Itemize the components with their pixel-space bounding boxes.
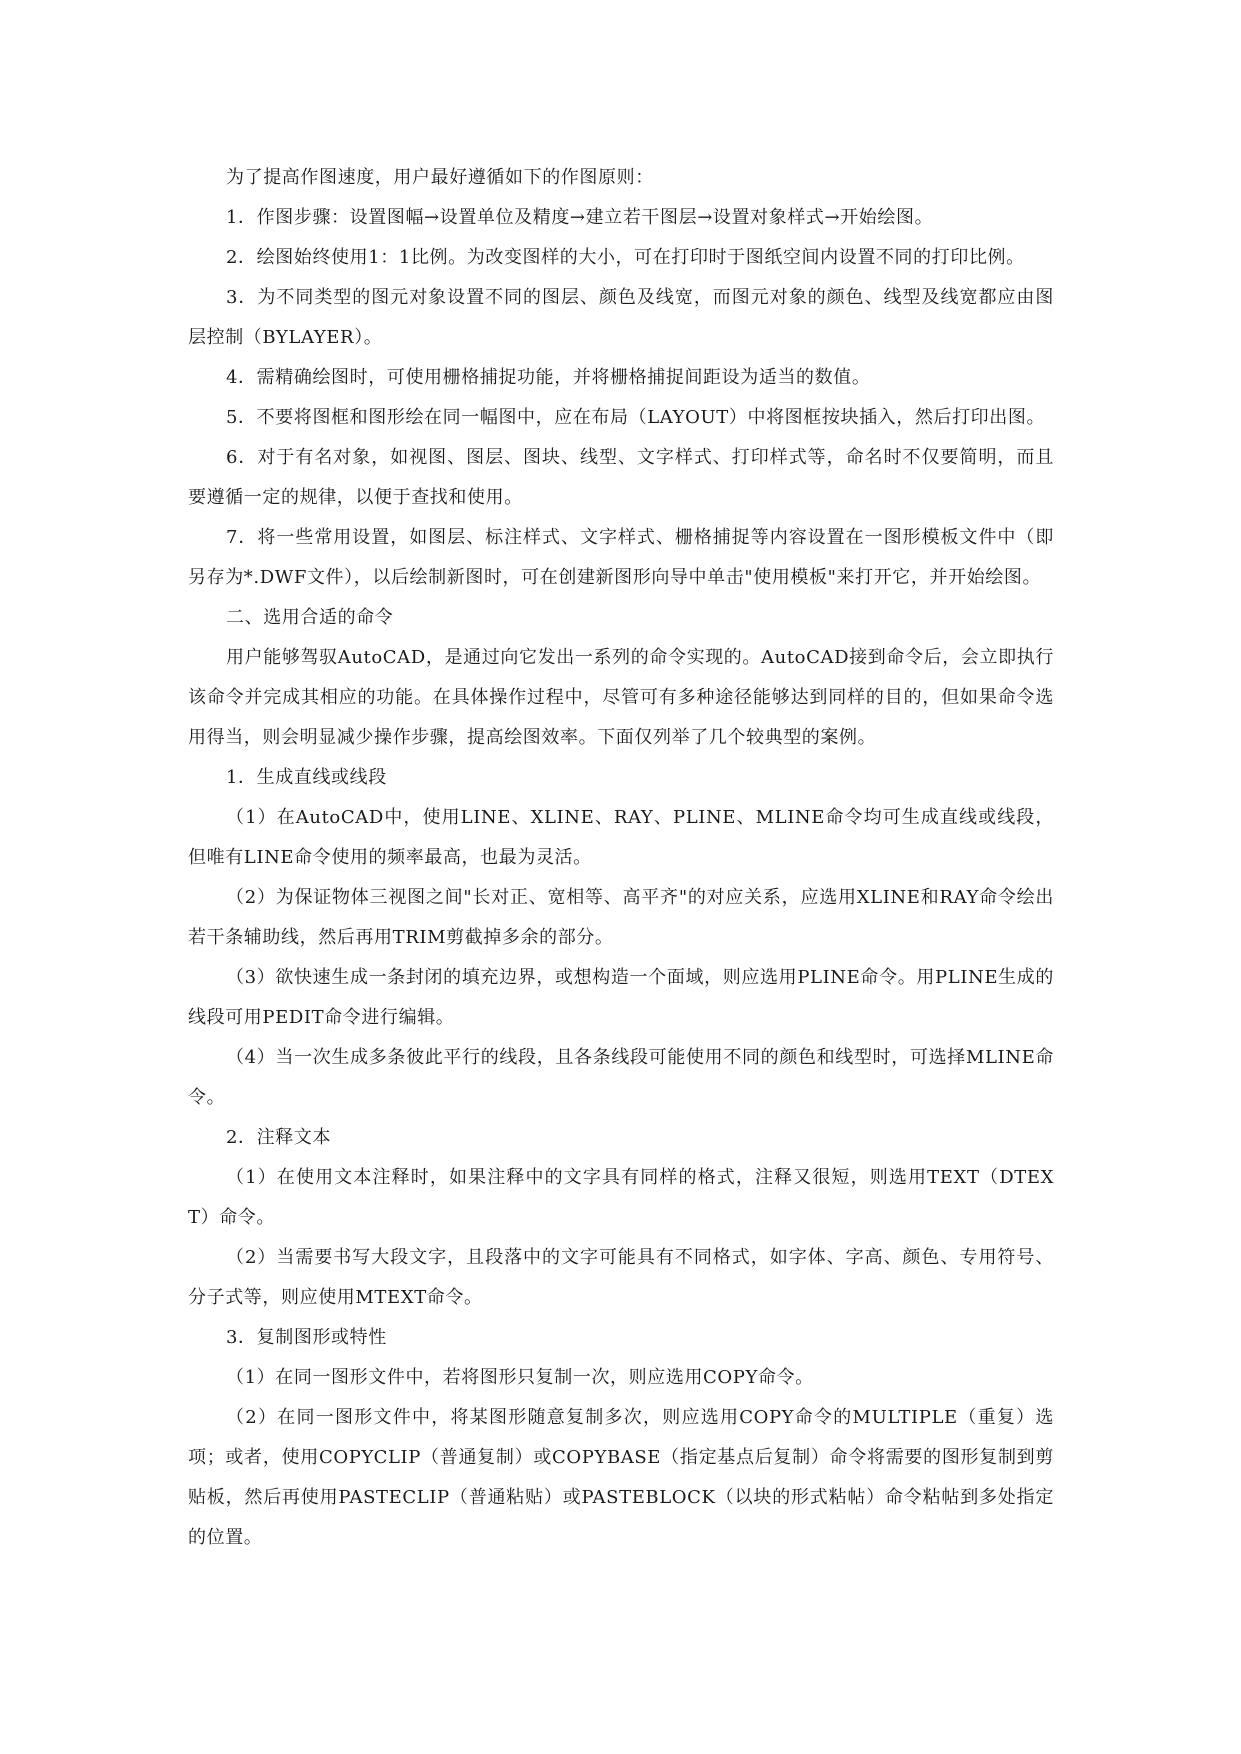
text-item-2: （2）当需要书写大段文字，且段落中的文字可能具有不同格式，如字体、字高、颜色、专用符号、分子式等，则应使用MTEXT命令。 xyxy=(188,1247,1054,1308)
copy-item-1: （1）在同一图形文件中，若将图形只复制一次，则应选用COPY命令。 xyxy=(226,1367,814,1388)
principle-7: 7．将一些常用设置，如图层、标注样式、文字样式、栅格捕捉等内容设置在一图形模板文件中（即另存为*.DWF文件），以后绘制新图时，可在创建新图形向导中单击"使用模板"来打开它，并开始绘图。 xyxy=(188,527,1054,588)
lines-item-4: （4）当一次生成多条彼此平行的线段，且各条线段可能使用不同的颜色和线型时，可选择MLINE命令。 xyxy=(188,1047,1054,1108)
principle-1: 1．作图步骤：设置图幅→设置单位及精度→建立若干图层→设置对象样式→开始绘图。 xyxy=(226,207,934,228)
principle-2: 2．绘图始终使用1：1比例。为改变图样的大小，可在打印时于图纸空间内设置不同的打印比例。 xyxy=(226,247,1025,268)
lines-item-2: （2）为保证物体三视图之间"长对正、宽相等、高平齐"的对应关系，应选用XLINE和RAY命令绘出若干条辅助线，然后再用TRIM剪截掉多余的部分。 xyxy=(188,887,1054,948)
section-intro: 用户能够驾驭AutoCAD，是通过向它发出一系列的命令实现的。AutoCAD接到命令后，会立即执行该命令并完成其相应的功能。在具体操作过程中，尽管可有多种途径能够达到同样的目的，但如果命令选用得当，则会明显减少操作步骤，提高绘图效率。下面仅列举了几个较典型的案例。 xyxy=(188,647,1054,748)
section-heading: 二、选用合适的命令 xyxy=(226,607,394,628)
subheading-lines: 1．生成直线或线段 xyxy=(226,767,387,788)
document-body xyxy=(188,158,1054,1558)
principle-6: 6．对于有名对象，如视图、图层、图块、线型、文字样式、打印样式等，命名时不仅要简明，而且要遵循一定的规律，以便于查找和使用。 xyxy=(188,447,1054,508)
intro-paragraph: 为了提高作图速度，用户最好遵循如下的作图原则： xyxy=(226,167,654,188)
principle-5: 5．不要将图框和图形绘在同一幅图中，应在布局（LAYOUT）中将图框按块插入，然后打印出图。 xyxy=(226,407,1046,428)
subheading-copy: 3．复制图形或特性 xyxy=(226,1327,387,1348)
copy-item-2: （2）在同一图形文件中，将某图形随意复制多次，则应选用COPY命令的MULTIPLE（重复）选项；或者，使用COPYCLIP（普通复制）或COPYBASE（指定基点后复制）命令将需要的图形复制到剪贴板，然后再使用PASTECLIP（普通粘贴）或PASTEBLOCK（以块的形式粘帖）命令粘帖到多处指定的位置。 xyxy=(188,1407,1054,1548)
subheading-text: 2．注释文本 xyxy=(226,1127,332,1148)
lines-item-3: （3）欲快速生成一条封闭的填充边界，或想构造一个面域，则应选用PLINE命令。用PLINE生成的线段可用PEDIT命令进行编辑。 xyxy=(188,967,1054,1028)
lines-item-1: （1）在AutoCAD中，使用LINE、XLINE、RAY、PLINE、MLINE命令均可生成直线或线段，但唯有LINE命令使用的频率最高，也最为灵活。 xyxy=(188,807,1054,868)
text-item-1: （1）在使用文本注释时，如果注释中的文字具有同样的格式，注释又很短，则选用TEXT（DTEXT）命令。 xyxy=(188,1167,1054,1228)
principle-4: 4．需精确绘图时，可使用栅格捕捉功能，并将栅格捕捉间距设为适当的数值。 xyxy=(226,367,871,388)
principle-3: 3．为不同类型的图元对象设置不同的图层、颜色及线宽，而图元对象的颜色、线型及线宽都应由图层控制（BYLAYER）。 xyxy=(188,287,1054,348)
